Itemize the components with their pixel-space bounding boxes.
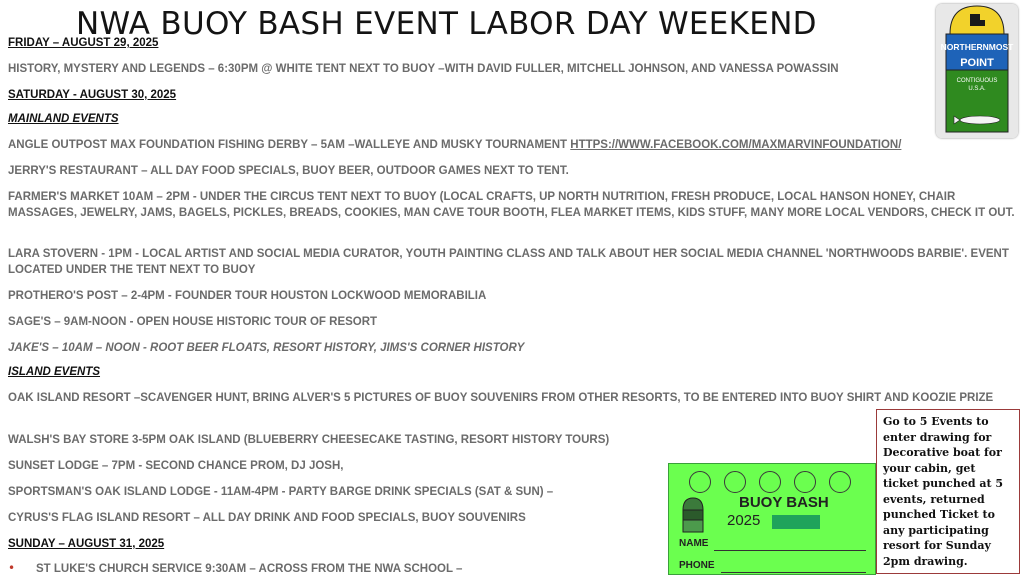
punch-circle: [689, 471, 711, 493]
list-item: LARA STOVERN - 1PM - LOCAL ARTIST AND SOCIAL MEDIA CURATOR, YOUTH PAINTING CLASS AND TALK ABOUT HER SOCIAL MEDIA CHANNEL 'NORTHWOODS BARBIE'. EVENT LOCATED UNDER THE TENT NEXT TO BUOY: [8, 248, 1009, 276]
punch-circle: [724, 471, 746, 493]
list-item: OAK ISLAND RESORT –SCAVENGER HUNT, BRING ALVER'S 5 PICTURES OF BUOY SOUVENIRS FROM OTHER RESORTS, TO BE ENTERED INTO BUOY SHIRT AND KOOZIE PRIZE: [8, 392, 994, 404]
buoy-photo: [936, 4, 1018, 138]
sunday-heading: SUNDAY – AUGUST 31, 2025: [8, 538, 165, 550]
saturday-heading: SATURDAY - AUGUST 30, 2025: [8, 89, 177, 101]
punch-circle: [829, 471, 851, 493]
list-item: SAGE'S – 9AM-NOON - OPEN HOUSE HISTORIC TOUR OF RESORT: [8, 316, 378, 328]
fish-icon: [960, 116, 1000, 124]
friday-event: HISTORY, MYSTERY AND LEGENDS – 6:30PM @ WHITE TENT NEXT TO BUOY –WITH DAVID FULLER, MITCHELL JOHNSON, AND VANESSA POWASSIN: [8, 63, 839, 75]
mainland-events-heading: MAINLAND EVENTS: [8, 113, 119, 125]
list-item: FARMER'S MARKET 10AM – 2PM - UNDER THE CIRCUS TENT NEXT TO BUOY (LOCAL CRAFTS, UP NORTH NUTRITION, FRESH PRODUCE, LOCAL HANSON HONEY, CHAIR MASSAGES, JEWELRY, JAMS, BAGELS, PICKLES, BREADS, COOKIES, MAN CAVE TOUR BOOTH, FLEA MARKET ITEMS, KIDS STUFF, MANY MORE LOCAL VENDORS, CHECK IT OUT.: [8, 191, 1015, 219]
buoy-logo-icon: [679, 496, 707, 536]
list-item: SPORTSMAN'S OAK ISLAND LODGE - 11AM-4PM - PARTY BARGE DRINK SPECIALS (SAT & SUN) –: [8, 486, 554, 498]
list-item: [8, 137, 1018, 153]
friday-heading: FRIDAY – AUGUST 29, 2025: [8, 37, 159, 49]
ticket-color-block: [772, 515, 820, 529]
bullet-icon: •: [8, 561, 16, 575]
name-line: [714, 550, 866, 551]
list-item: SUNSET LODGE – 7PM - SECOND CHANCE PROM, DJ JOSH,: [8, 460, 344, 472]
list-item: ST LUKE'S CHURCH SERVICE 9:30AM – ACROSS FROM THE NWA SCHOOL –: [36, 563, 463, 575]
buoy-line2: POINT: [960, 57, 994, 69]
buoy-line3: CONTIGUOUS: [956, 78, 998, 84]
ticket-phone-label: PHONE: [679, 560, 715, 571]
list-item: JAKE'S – 10AM – NOON - ROOT BEER FLOATS, RESORT HISTORY, JIMS'S CORNER HISTORY: [8, 342, 525, 354]
page-title: NWA BUOY BASH EVENT LABOR DAY WEEKEND: [76, 6, 817, 42]
list-item: JERRY'S RESTAURANT – ALL DAY FOOD SPECIALS, BUOY BEER, OUTDOOR GAMES NEXT TO TENT.: [8, 165, 569, 177]
buoy-bash-ticket: [668, 463, 876, 575]
list-item: WALSH'S BAY STORE 3-5PM OAK ISLAND (BLUEBERRY CHEESECAKE TASTING, RESORT HISTORY TOURS): [8, 434, 610, 446]
derby-facebook-link[interactable]: HTTPS://WWW.FACEBOOK.COM/MAXMARVINFOUNDATION/: [570, 139, 902, 151]
ticket-brand: BUOY BASH: [739, 494, 829, 511]
drawing-info-box: Go to 5 Events to enter drawing for Decorative boat for your cabin, get ticket punched at 5 events, returned punched Ticket to any participating resort for Sunday 2pm drawing.: [876, 409, 1020, 574]
phone-line: [721, 572, 866, 573]
punch-circle: [794, 471, 816, 493]
list-item: CYRUS'S FLAG ISLAND RESORT – ALL DAY DRINK AND FOOD SPECIALS, BUOY SOUVENIRS: [8, 512, 526, 524]
punch-circle: [759, 471, 781, 493]
buoy-line1: NORTHERNMOST: [940, 42, 1014, 52]
buoy-line4: U.S.A.: [968, 86, 986, 92]
ticket-name-label: NAME: [679, 538, 709, 549]
list-item: PROTHERO'S POST – 2-4PM - FOUNDER TOUR HOUSTON LOCKWOOD MEMORABILIA: [8, 290, 487, 302]
island-events-heading: ISLAND EVENTS: [8, 366, 101, 378]
ticket-year: 2025: [727, 512, 761, 529]
derby-event-text: ANGLE OUTPOST MAX FOUNDATION FISHING DERBY – 5AM –WALLEYE AND MUSKY TOURNAMENT: [8, 139, 571, 151]
